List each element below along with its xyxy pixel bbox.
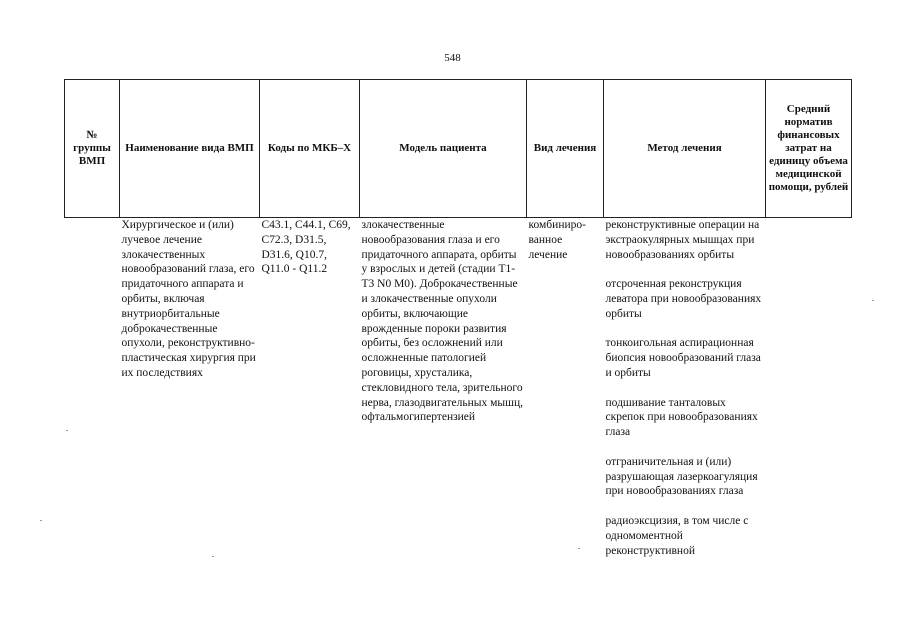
cell-avg-cost <box>766 218 852 559</box>
method-item: тонкоигольная аспирационная биопсия новообразований глаза и орбиты <box>605 337 761 379</box>
page-number: 548 <box>444 52 461 64</box>
cell-treatment-type: комбиниро-ванное лечение <box>528 219 586 261</box>
scan-speck <box>578 548 580 549</box>
header-treatment-type: Вид лечения <box>527 80 604 218</box>
scan-speck <box>66 430 68 431</box>
cell-vmp-name: Хирургическое и (или) лучевое лечение злокачественных новообразований глаза, его придаточного аппарата и орбиты, включая внутриорбитальные доброкачественные опухоли, реконструктивно-пластическая хирургия при их последствиях <box>121 219 256 379</box>
table-row <box>65 218 852 559</box>
cell-icd-codes: C43.1, C44.1, C69, C72.3, D31.5, D31.6, Q10.7, Q11.0 - Q11.2 <box>261 219 351 276</box>
scan-speck <box>212 556 214 557</box>
scan-speck <box>40 520 42 521</box>
header-icd-codes: Коды по МКБ–Х <box>260 80 360 218</box>
cell-treatment-method <box>604 218 766 559</box>
method-item: подшивание танталовых скрепок при новообразованиях глаза <box>605 396 758 439</box>
cell-group-no <box>65 218 120 559</box>
method-item: реконструктивные операции на экстраокулярных мышцах при новообразованиях орбиты <box>605 219 760 261</box>
header-treatment-method: Метод лечения <box>604 80 766 218</box>
header-vmp-name: Наименование вида ВМП <box>120 80 260 218</box>
method-item: отграничительная и (или) разрушающая лазеркоагуляция при новообразованиях глаза <box>605 455 758 498</box>
header-avg-cost: Средний норматив финансовых затрат на единицу объема медицинской помощи, рублей <box>766 80 852 218</box>
header-patient-model: Модель пациента <box>360 80 527 218</box>
vmp-table <box>64 79 852 558</box>
scan-speck <box>872 300 874 301</box>
header-group-no: № группы ВМП <box>65 80 120 218</box>
method-item: отсроченная реконструкция леватора при новообразованиях орбиты <box>605 278 762 320</box>
header-row <box>65 80 852 218</box>
cell-patient-model: злокачественные новообразования глаза и его придаточного аппарата, орбиты у взрослых и детей (стадии T1-T3 N0 M0). Доброкачественные и злокачественные опухоли орбиты, включающие врожденные пороки развития орбиты, без осложнений или осложненные патологией роговицы, хрусталика, стекловидного тела, зрительного нерва, глазодвигательных мышц, офтальмогипертензией <box>361 219 523 424</box>
method-item: радиоэксцизия, в том числе с одномоментной реконструктивной <box>605 514 749 557</box>
